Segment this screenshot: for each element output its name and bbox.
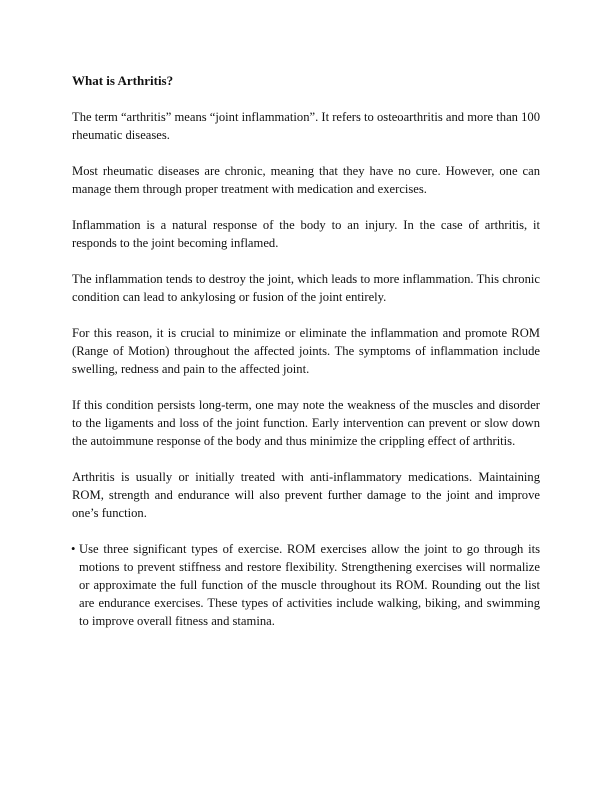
paragraph: Most rheumatic diseases are chronic, meaning that they have no cure. However, one can manage them through proper treatment with medication and exercises. — [72, 164, 540, 196]
bullet-list — [72, 540, 540, 630]
document-heading: What is Arthritis? — [72, 73, 174, 88]
paragraph: The inflammation tends to destroy the joint, which leads to more inflammation. This chronic condition can lead to ankylosing or fusion of the joint entirely. — [72, 272, 540, 304]
paragraph: If this condition persists long-term, one may note the weakness of the muscles and disorder to the ligaments and loss of the joint function. Early intervention can prevent or slow down the autoimmune response of the body and thus minimize the crippling effect of arthritis. — [72, 398, 540, 448]
paragraph: Arthritis is usually or initially treated with anti-inflammatory medications. Maintaining ROM, strength and endurance will also prevent further damage to the joint and improve one’s function. — [72, 470, 540, 520]
document-page — [72, 72, 540, 630]
paragraph: For this reason, it is crucial to minimize or eliminate the inflammation and promote ROM (Range of Motion) throughout the affected joints. The symptoms of inflammation include swelling, redness and pain to the affected joint. — [72, 326, 540, 376]
bullet-icon: • — [71, 542, 76, 556]
bullet-text: Use three significant types of exercise. ROM exercises allow the joint to go through its motions to prevent stiffness and restore flexibility. Strengthening exercises will normalize or approximate the full function of the muscle throughout its ROM. Rounding out the list are endurance exercises. These types of activities include walking, biking, and swimming to improve overall fitness and stamina. — [79, 542, 540, 628]
paragraph: Inflammation is a natural response of the body to an injury. In the case of arthritis, it responds to the joint becoming inflamed. — [72, 218, 540, 250]
bullet-item — [72, 540, 540, 630]
paragraph: The term “arthritis” means “joint inflammation”. It refers to osteoarthritis and more than 100 rheumatic diseases. — [72, 110, 540, 142]
